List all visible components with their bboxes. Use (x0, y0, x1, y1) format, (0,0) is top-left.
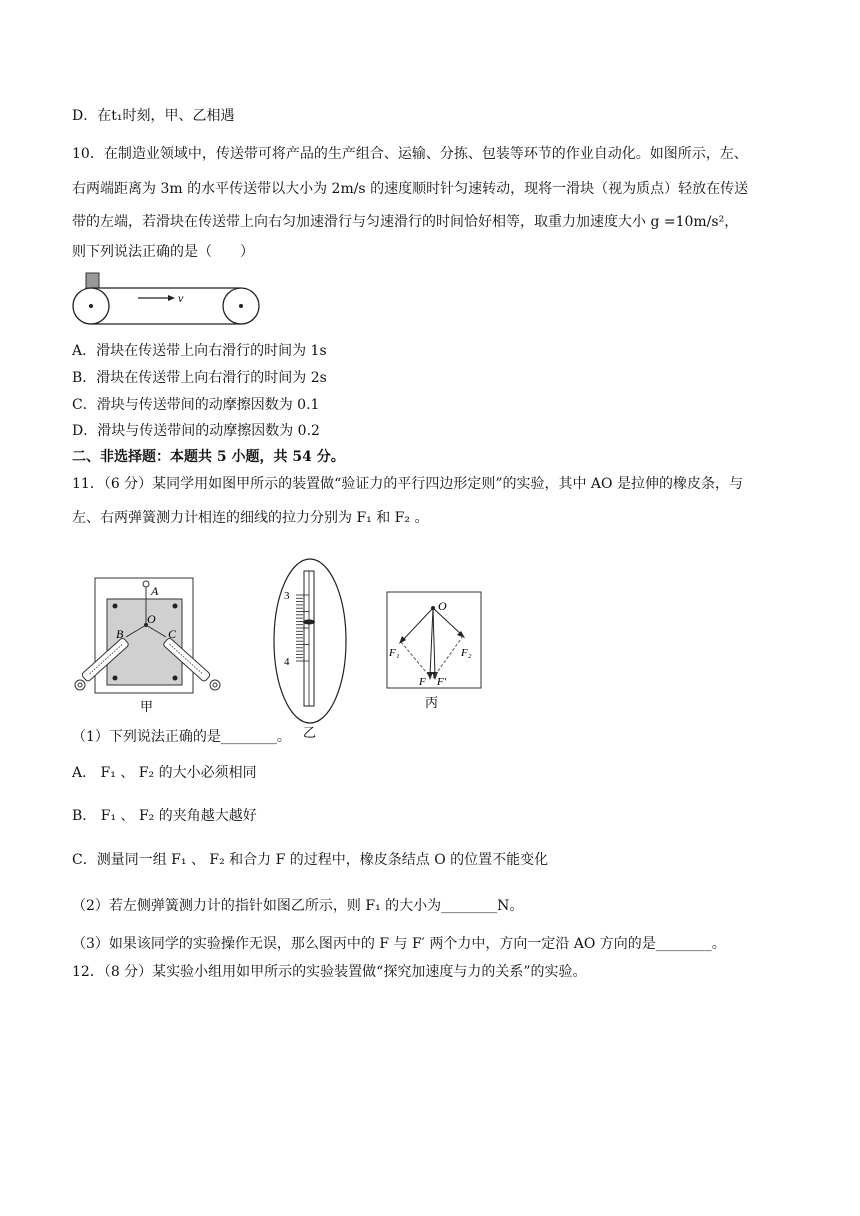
q11-sub3: （3）如果该同学的实验操作无误，那么图丙中的 F 与 F′ 两个力中，方向一定沿 AO 方向的是________。 (72, 936, 726, 952)
q10-stem-line1: 10．在制造业领域中，传送带可将产品的生产组合、运输、分拣、包装等环节的作业自动化。如图所示，左、 (72, 146, 748, 162)
figure-yi (270, 555, 350, 740)
q9-option-d: D．在t₁时刻，甲、乙相遇 (72, 108, 235, 124)
section2-heading: 二、非选择题：本题共 5 小题，共 54 分。 (72, 449, 345, 465)
q12-stem: 12．（8 分）某实验小组用如甲所示的实验装置做“探究加速度与力的关系”的实验。 (72, 964, 587, 980)
q10-stem-line4: 则下列说法正确的是（ ） (72, 244, 254, 260)
jia-label-o: O (147, 612, 156, 626)
bing-label-fp: F′ (437, 676, 447, 688)
q10-stem-line3: 带的左端，若滑块在传送带上向右匀加速滑行与匀速滑行的时间恰好相等，取重力加速度大小 g =10m/s²， (72, 214, 739, 230)
q10-stem-line2: 右两端距离为 3m 的水平传送带以大小为 2m/s 的速度顺时针匀速转动，现将一滑块（视为质点）轻放在传送 (72, 181, 749, 197)
q10-option-a: A．滑块在传送带上向右滑行的时间为 1s (72, 343, 327, 359)
jia-label-c: C (168, 627, 177, 641)
q11-option-a: A． F₁ 、 F₂ 的大小必须相同 (72, 765, 257, 781)
bing-label-f2: F₂ (461, 647, 472, 659)
conveyor-figure (70, 270, 262, 328)
velocity-label: v (178, 291, 184, 305)
figure-bing (385, 590, 485, 715)
q10-option-d: D．滑块与传送带间的动摩擦因数为 0.2 (72, 423, 320, 439)
jia-label-b: B (116, 627, 124, 641)
yi-caption: 乙 (303, 725, 317, 740)
q11-sub1: （1）下列说法正确的是________。 (72, 729, 291, 745)
jia-caption: 甲 (140, 699, 154, 714)
q10-option-c: C．滑块与传送带间的动摩擦因数为 0.1 (72, 397, 320, 413)
q11-option-b: B． F₁ 、 F₂ 的夹角越大越好 (72, 808, 257, 824)
yi-tick-4: 4 (284, 656, 290, 668)
figure-jia (72, 575, 232, 715)
bing-label-f: F (419, 676, 426, 688)
q11-stem-line1: 11．（6 分）某同学用如图甲所示的装置做“验证力的平行四边形定则”的实验，其中 AO 是拉伸的橡皮条，与 (72, 476, 743, 492)
slider-block (86, 273, 99, 288)
bing-label-f1: F₁ (389, 647, 400, 659)
q11-sub2: （2）若左侧弹簧测力计的指针如图乙所示，则 F₁ 的大小为________N。 (72, 898, 524, 914)
bing-label-o: O (438, 599, 447, 613)
yi-tick-3: 3 (284, 590, 290, 602)
jia-label-a: A (151, 584, 159, 598)
bing-caption: 丙 (425, 695, 439, 710)
q10-option-b: B．滑块在传送带上向右滑行的时间为 2s (72, 370, 327, 386)
q11-option-c: C．测量同一组 F₁ 、 F₂ 和合力 F 的过程中，橡皮条结点 O 的位置不能变化 (72, 852, 549, 868)
q11-stem-line2: 左、右两弹簧测力计相连的细线的拉力分别为 F₁ 和 F₂ 。 (72, 510, 429, 526)
